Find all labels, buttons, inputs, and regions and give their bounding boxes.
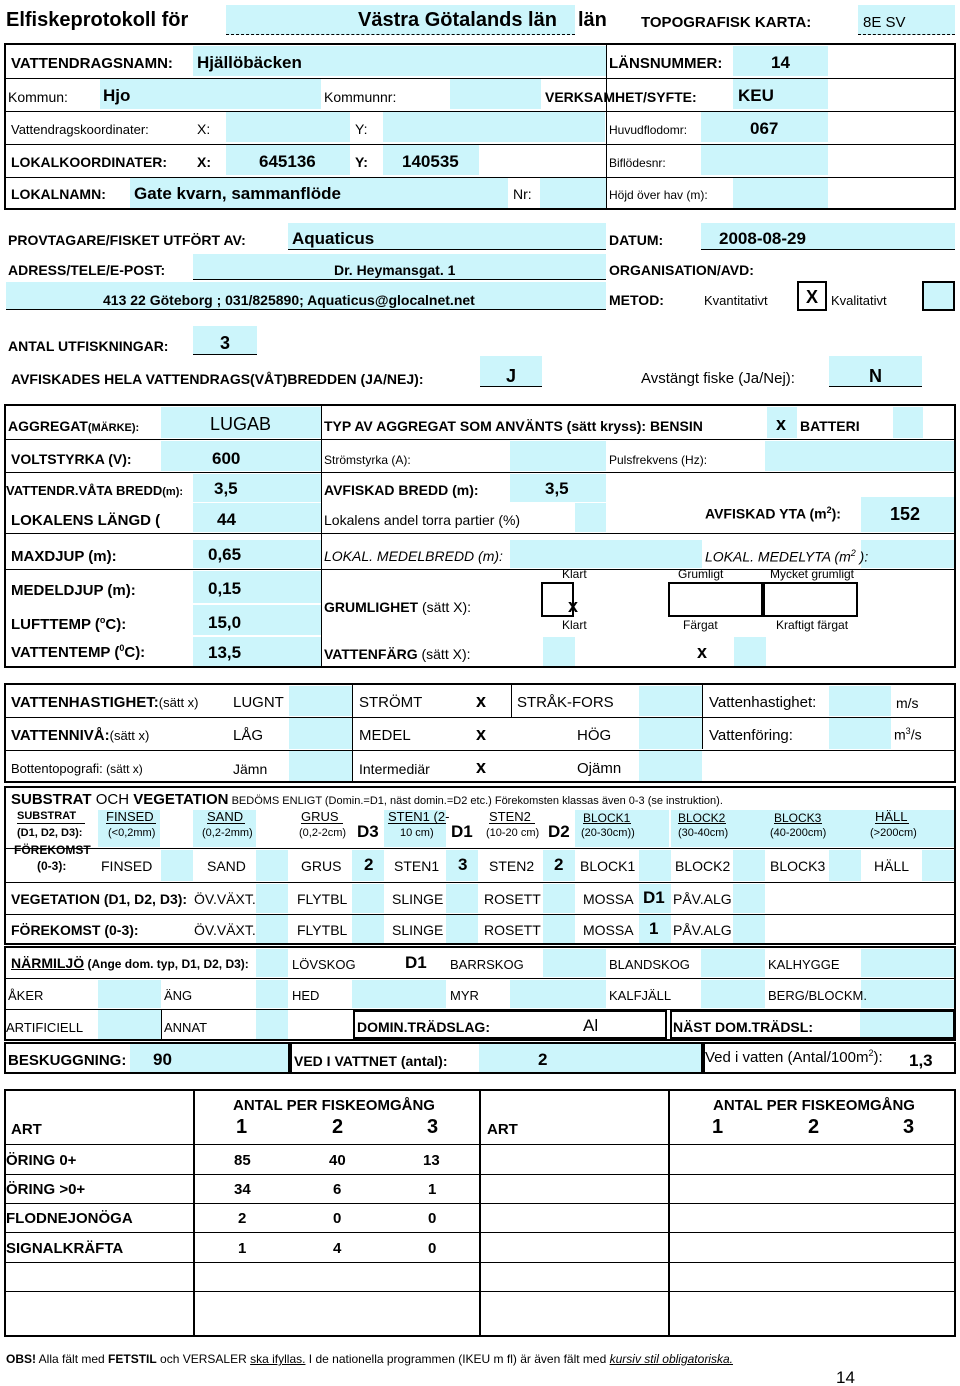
stromt-label: STRÖMT (359, 694, 423, 711)
lnamn-label: LOKALNAMN: (11, 186, 106, 202)
farg-label: VATTENFÄRG (sätt X): (324, 646, 471, 662)
org-label: ORGANISATION/AVD: (609, 262, 754, 278)
bredd-value: 3,5 (214, 479, 238, 498)
blandskog-label: BLANDSKOG (609, 957, 690, 972)
sub-r3-7: BLOCK3 (770, 858, 826, 874)
veg-item-0: ÖV.VÄXT. (194, 891, 256, 907)
farg-kraftigt-box[interactable] (734, 637, 766, 666)
vf-label: Vattenföring: (709, 727, 793, 744)
biflod-label: Biflödesnr: (609, 156, 666, 170)
yta-value: 152 (890, 504, 921, 524)
fish-row-2-v1: 2 (238, 1210, 247, 1227)
kalfjall-box[interactable] (701, 980, 765, 1008)
col-3-right: 3 (903, 1116, 915, 1138)
avf-bredd-value: 3,5 (545, 479, 569, 498)
luft-label: LUFTTEMP ($^o$C): (11, 615, 127, 633)
datum-value: 2008-08-29 (719, 229, 806, 248)
kval-checkbox[interactable] (922, 281, 955, 311)
grumlighet-label: GRUMLIGHET (sätt X): (324, 599, 472, 615)
ovvaxt-d-box[interactable] (256, 884, 288, 913)
sten1-d-value: D1 (451, 822, 473, 841)
domin-value: Al (583, 1016, 599, 1035)
vf-field[interactable] (829, 718, 891, 749)
utf-value: 3 (220, 333, 231, 353)
vh-field[interactable] (829, 686, 891, 716)
veg-for-item-1: FLYTBL (297, 922, 348, 938)
myr-label: MYR (450, 988, 479, 1003)
vh-label: Vattenhastighet: (709, 694, 817, 711)
bredd-field[interactable] (193, 474, 321, 502)
vatt-label: VATTENDRAGSNAMN: (11, 55, 173, 72)
veg-for-item-3: ROSETT (484, 922, 541, 938)
pavalg-f-box[interactable] (733, 915, 765, 943)
volt-value: 600 (212, 449, 241, 468)
kommun-value: Hjo (103, 86, 131, 105)
stangt-value: N (869, 366, 882, 386)
farg-x: x (697, 642, 708, 662)
prov-label: PROVTAGARE/FISKET UTFÖRT AV: (8, 232, 246, 248)
nr-label: Nr: (513, 186, 532, 202)
lan-value: Västra Götalands län (358, 9, 557, 31)
fish-row-1-v1: 34 (234, 1181, 251, 1198)
sub-r1-8: BLOCK3 (774, 811, 822, 825)
fish-row-0-art: ÖRING 0+ (6, 1152, 77, 1169)
col-2-left: 2 (332, 1116, 344, 1138)
huvud-label: Huvudflodomr: (609, 123, 688, 137)
fish-row-1-art: ÖRING >0+ (6, 1181, 86, 1198)
besk-value: 90 (153, 1050, 172, 1069)
veg-label: VEGETATION (D1, D2, D3): (11, 891, 188, 907)
berg-label: BERG/BLOCKM. (768, 988, 867, 1003)
veg-item-3: ROSETT (484, 891, 541, 907)
vatt-value: Hjällöbäcken (197, 53, 302, 72)
torra-field[interactable] (575, 503, 606, 532)
block2-f-box[interactable] (733, 850, 765, 881)
slinge-f-box[interactable] (446, 915, 478, 943)
medelbredd-label: LOKAL. MEDELBREDD (m): (324, 548, 503, 564)
mossa-d-value: D1 (643, 888, 665, 907)
langd-value: 44 (217, 510, 236, 529)
sub-r3-3: STEN1 (394, 858, 440, 874)
substrat-title: SUBSTRAT OCH VEGETATION BEDÖMS ENLIGT (Domin.=D1, näst domin.=D2 etc.) Förekomsten klassas även 0-3 (se instruktion). (11, 791, 723, 808)
fish-row-2-v2: 0 (333, 1210, 342, 1227)
stangt-label: Avstängt fiske (Ja/Nej): (641, 370, 795, 387)
stromt-x: x (476, 691, 487, 711)
slinge-d-box[interactable] (446, 884, 478, 913)
aker-label: ÅKER (8, 988, 44, 1003)
agg-label: AGGREGAT(MÄRKE): (8, 418, 140, 434)
sub-r1-6: BLOCK1 (583, 811, 631, 825)
sub-r1-7: BLOCK2 (678, 811, 726, 825)
lag-box[interactable] (289, 718, 352, 749)
page-number: 14 (836, 1368, 855, 1386)
block1-f-box[interactable] (639, 850, 671, 881)
veg-for-label: FÖREKOMST (0-3): (11, 922, 139, 938)
veg-item-2: SLINGE (392, 891, 444, 907)
sub-r2-8: (40-200cm) (770, 827, 827, 839)
adr-label: ADRESS/TELE/E-POST: (8, 262, 166, 278)
metod-label: METOD: (609, 292, 664, 308)
bredd-label: VATTENDR.VÅTA BREDD(m): (6, 483, 184, 498)
luft-value: 15,0 (208, 613, 242, 632)
form-title: Elfiskeprotokoll för (6, 9, 189, 31)
lnamn-value: Gate kvarn, sammanflöde (134, 184, 341, 203)
barrskog-box[interactable] (543, 949, 606, 977)
farg-kraftigt-label: Kraftigt färgat (776, 618, 849, 632)
vedv-label: Ved i vatten $(Antal/100m^2)$: (705, 1048, 883, 1066)
ojamn-label: Ojämn (577, 760, 622, 777)
hed-box[interactable] (352, 980, 446, 1008)
for-label-2: (0-3): (37, 859, 67, 873)
sub-r1-0: SUBSTRAT (17, 810, 77, 822)
annat-label: ANNAT (164, 1020, 208, 1035)
sub-r1-5: STEN2 (489, 809, 531, 824)
kalhygge-box[interactable] (861, 949, 954, 977)
artificiell-box[interactable] (98, 1010, 161, 1039)
puls-field[interactable] (765, 441, 954, 471)
fish-row-3-art: SIGNALKRÄFTA (6, 1240, 124, 1257)
farg-klart-box[interactable] (543, 637, 575, 666)
jamn-label: Jämn (233, 761, 268, 777)
grus-d-value: D3 (357, 822, 379, 841)
sub-r2-6: (20-30cm)) (581, 827, 635, 839)
fish-row-1-v3: 1 (428, 1181, 437, 1198)
mossa-f-value: 1 (649, 919, 659, 938)
lx-value: 645136 (259, 152, 316, 171)
barrskog-label: BARRSKOG (450, 957, 524, 972)
vkoord-label: Vattendragskoordinater: (11, 122, 149, 137)
kalfjall-label: KALFJÄLL (609, 988, 672, 1003)
hed-label: HED (292, 988, 320, 1003)
lansnr-value: 14 (771, 53, 790, 72)
kommunnr-field[interactable] (450, 79, 541, 109)
fish-row-0-v1: 85 (234, 1152, 251, 1169)
veg-for-item-0: ÖV.VÄXT. (194, 922, 256, 938)
yta-label: AVFISKAD YTA $(m^2)$: (705, 505, 841, 522)
sub-r2-3: (0,2-2cm) (299, 827, 347, 839)
sub-r2-0: (D1, D2, D3): (17, 827, 83, 839)
lkoord-label: LOKALKOORDINATER: (11, 154, 168, 170)
vy-label: Y: (355, 121, 368, 137)
blandskog-box[interactable] (701, 949, 765, 977)
flytbl-f-box[interactable] (352, 915, 384, 943)
metod-x: X (806, 287, 819, 307)
besk-label: BESKUGGNING: (8, 1052, 127, 1069)
medel-x: x (476, 724, 487, 744)
art-label-left: ART (11, 1121, 42, 1138)
sten1-f-value: 3 (458, 855, 468, 874)
sub-r1-3: GRUS (301, 809, 339, 824)
sand-f-box[interactable] (256, 850, 288, 881)
utf-label: ANTAL UTFISKNINGAR: (8, 338, 169, 354)
maxd-value: 0,65 (208, 545, 242, 564)
rosett-d-box[interactable] (543, 884, 575, 913)
grumlighet-x: x (568, 596, 579, 616)
datum-label: DATUM: (609, 232, 664, 248)
finsed-f-box[interactable] (161, 850, 193, 881)
strom-field[interactable] (510, 441, 606, 471)
block3-f-box[interactable] (829, 850, 861, 881)
hela-value: J (506, 366, 517, 386)
hog-box[interactable] (639, 718, 702, 749)
medelyta-label: LOKAL. MEDELYTA ($m^2$ ): (705, 548, 869, 565)
ved-label: VED I VATTNET (antal): (294, 1053, 448, 1069)
grum-mycket-label: Mycket grumligt (770, 567, 855, 581)
grum-grumligt-label: Grumligt (678, 567, 724, 581)
vedv-value: 1,3 (909, 1051, 933, 1070)
flytbl-d-box[interactable] (352, 884, 384, 913)
grum-klart-label: Klart (562, 567, 587, 581)
agg-value: LUGAB (210, 414, 272, 434)
jamn-box[interactable] (289, 751, 352, 781)
inter-label: Intermediär (359, 761, 430, 777)
veg-item-1: FLYTBL (297, 891, 348, 907)
vtemp-label: VATTENTEMP ($^0$C): (11, 643, 146, 661)
lovskog-label: LÖVSKOG (292, 957, 356, 972)
kvant-label: Kvantitativt (704, 293, 768, 308)
col-3-left: 3 (427, 1116, 439, 1138)
fish-row-3-v3: 0 (428, 1240, 437, 1257)
fish-row-3-v1: 1 (238, 1240, 247, 1257)
medeld-label: MEDELDJUP (m): (11, 582, 136, 599)
lansnr-label: LÄNSNUMMER: (609, 55, 723, 72)
artificiell-label: ARTIFICIELL (6, 1020, 84, 1035)
fish-row-0-v2: 40 (329, 1152, 346, 1169)
kval-label: Kvalitativt (831, 293, 887, 308)
sub-r3-0: FINSED (101, 858, 153, 874)
adr-value-1: Dr. Heymansgat. 1 (334, 262, 456, 278)
rosett-f-box[interactable] (543, 915, 575, 943)
antal-label-left: ANTAL PER FISKEOMGÅNG (233, 1097, 435, 1114)
medelyta-field[interactable] (861, 540, 954, 568)
hall-f-box[interactable] (922, 850, 954, 881)
kommun-field[interactable] (100, 79, 321, 109)
fish-row-1-v2: 6 (333, 1181, 342, 1198)
fish-row-3-v2: 4 (333, 1240, 342, 1257)
farg-fargat-label: Färgat (683, 618, 718, 632)
nr-field[interactable] (540, 178, 606, 208)
maxd-label: MAXDJUP (m): (11, 548, 117, 565)
kommun-label: Kommun: (8, 89, 68, 105)
sub-r2-9: (>200cm) (870, 827, 917, 839)
sten2-d-value: D2 (548, 822, 570, 841)
huvud-value: 067 (750, 119, 779, 138)
batteri-checkbox[interactable] (893, 407, 923, 438)
kommunnr-label: Kommunnr: (324, 89, 397, 105)
lx-label: X: (197, 154, 211, 170)
footer-note: OBS! Alla fält med FETSTIL och VERSALER ska ifyllas. I de nationella programmen (IKEU m fl) är även fält med kursiv stil obligatoriska. (6, 1352, 733, 1366)
veg-for-item-5: PÅV.ALG (673, 922, 732, 938)
col-1-left: 1 (236, 1116, 248, 1138)
lan-suffix: län (578, 9, 607, 31)
typ-x: x (776, 414, 787, 434)
lag-label: LÅG (233, 727, 264, 744)
art-label-right: ART (487, 1121, 518, 1138)
gap-1 (256, 949, 288, 977)
sub-r3-4: STEN2 (489, 858, 535, 874)
hog-label: HÖG (577, 727, 612, 744)
sub-r2-7: (30-40cm) (678, 827, 729, 839)
sub-r1-2: SAND (207, 809, 244, 824)
lovskog-value: D1 (405, 953, 427, 972)
hojd-label: Höjd över hav (m): (609, 188, 708, 202)
aker-box[interactable] (98, 980, 161, 1008)
lugnt-label: LUGNT (233, 694, 284, 711)
strom-label: Strömstyrka (A): (324, 453, 411, 467)
domin-label: DOMIN.TRÄDSLAG: (357, 1019, 490, 1035)
sub-r2-2: (0,2-2mm) (202, 827, 253, 839)
myr-box[interactable] (510, 980, 606, 1008)
sub-r2-1: (<0,2mm) (108, 827, 156, 839)
strak-box[interactable] (639, 686, 702, 716)
biflod-field[interactable] (701, 145, 828, 175)
ang-label: ÄNG (164, 988, 193, 1003)
grus-f-value: 2 (364, 855, 374, 874)
niva-label: VATTENNIVÅ:(sätt x) (11, 727, 150, 744)
farg-klart-label: Klart (562, 618, 587, 632)
inter-x: x (476, 757, 487, 777)
batteri-label: BATTERI (800, 418, 860, 434)
hela-label: AVFISKADES HELA VATTENDRAGS(VÅT)BREDDEN (JA/NEJ): (11, 371, 424, 387)
medeld-value: 0,15 (208, 579, 242, 598)
hast-label: VATTENHASTIGHET:(sätt x) (11, 694, 199, 711)
adr-value-2: 413 22 Göteborg ; 031/825890; Aquaticus@glocalnet.net (103, 292, 475, 308)
ovvaxt-f-box[interactable] (256, 915, 288, 943)
fish-row-2-v3: 0 (428, 1210, 437, 1227)
topo-value: 8E SV (863, 14, 906, 31)
veg-for-item-2: SLINGE (392, 922, 444, 938)
sub-r1-1: FINSED (106, 809, 154, 824)
nast-label: NÄST DOM.TRÄDSL: (673, 1019, 813, 1035)
vf-unit: $m^3/s$ (894, 726, 922, 743)
sub-r3-8: HÄLL (874, 858, 910, 874)
verk-label: VERKSAMHET/SYFTE: (545, 89, 697, 105)
annat-box[interactable] (256, 1010, 288, 1039)
ved-field[interactable] (479, 1044, 701, 1072)
ly-label: Y: (355, 154, 368, 170)
pavalg-d-box[interactable] (733, 884, 765, 913)
vx-field[interactable] (226, 112, 350, 142)
grum-mycket-box[interactable] (763, 582, 858, 617)
sub-r1-4: STEN1 (2- (388, 809, 450, 824)
avf-bredd-label: AVFISKAD BREDD (m): (324, 482, 479, 498)
sub-r3-2: GRUS (301, 858, 342, 874)
puls-label: Pulsfrekvens (Hz): (609, 453, 708, 467)
col-2-right: 2 (808, 1116, 820, 1138)
sten2-f-value: 2 (554, 855, 564, 874)
medelbredd-field[interactable] (510, 540, 702, 568)
sub-r1-9: HÄLL (875, 809, 908, 824)
sub-r2-4: 10 cm) (400, 827, 434, 839)
hojd-field[interactable] (733, 178, 828, 208)
veg-item-5: PÅV.ALG (673, 891, 732, 907)
col-1-right: 1 (712, 1116, 724, 1138)
torra-label: Lokalens andel torra partier (%) (324, 512, 521, 528)
vy-field[interactable] (383, 112, 605, 142)
lugnt-box[interactable] (289, 686, 352, 716)
sub-r3-5: BLOCK1 (580, 858, 636, 874)
langd-label: LOKALENS LÄNGD ( (11, 512, 161, 529)
kalhygge-label: KALHYGGE (768, 957, 840, 972)
for-label-1: FÖREKOMST (14, 843, 91, 857)
ly-value: 140535 (402, 152, 459, 171)
strak-label: STRÅK-FORS (517, 694, 614, 711)
ang-box[interactable] (256, 980, 288, 1008)
fish-row-0-v3: 13 (423, 1152, 440, 1169)
volt-field[interactable] (161, 441, 321, 471)
medel-label: MEDEL (359, 727, 411, 744)
langd-field[interactable] (193, 503, 321, 532)
nar-label: NÄRMILJÖ (Ange dom. typ, D1, D2, D3): (11, 955, 249, 971)
prov-value: Aquaticus (292, 229, 375, 248)
vh-unit: m/s (896, 695, 919, 711)
volt-label: VOLTSTYRKA (V): (11, 451, 132, 467)
sub-r3-6: BLOCK2 (675, 858, 731, 874)
veg-for-item-4: MOSSA (583, 922, 634, 938)
sub-r3-1: SAND (207, 858, 246, 874)
topo-label: TOPOGRAFISK KARTA: (641, 14, 812, 31)
ved-value: 2 (538, 1050, 548, 1069)
vtemp-value: 13,5 (208, 643, 242, 662)
berg-box[interactable] (861, 980, 954, 1008)
antal-label-right: ANTAL PER FISKEOMGÅNG (713, 1097, 915, 1114)
ojamn-box[interactable] (639, 751, 702, 781)
veg-item-4: MOSSA (583, 891, 634, 907)
grum-grumligt-box[interactable] (668, 582, 763, 617)
verk-value: KEU (738, 86, 774, 105)
vx-label: X: (197, 121, 211, 137)
botten-label: Bottentopografi: (sätt x) (11, 761, 143, 776)
typ-label: TYP AV AGGREGAT SOM ANVÄNTS (sätt kryss): BENSIN (324, 418, 703, 434)
fish-row-2-art: FLODNEJONÖGA (6, 1210, 133, 1227)
sub-r2-5: (10-20 cm) (486, 827, 540, 839)
